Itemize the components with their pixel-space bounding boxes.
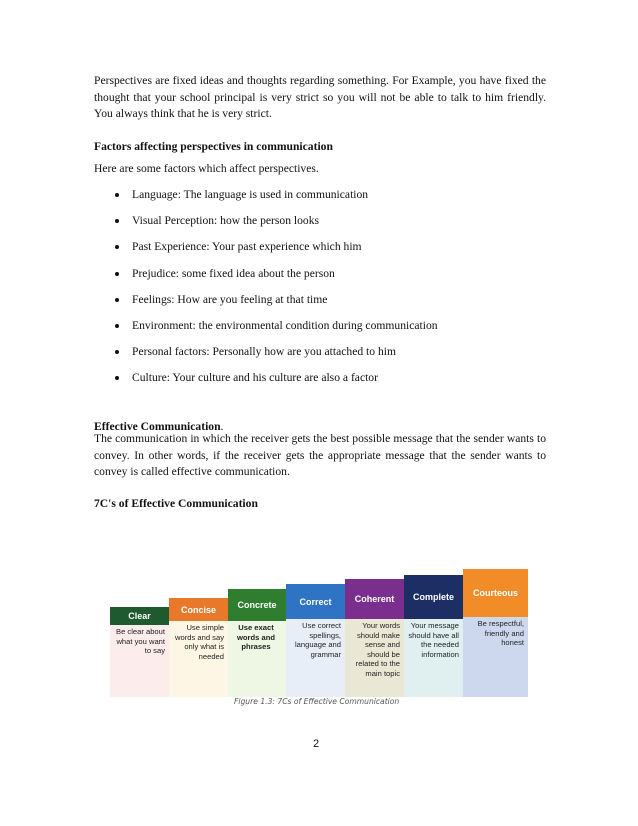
column-header: Clear bbox=[110, 607, 169, 625]
list-item: Visual Perception: how the person looks bbox=[94, 213, 544, 239]
sevenc-figure bbox=[110, 569, 530, 697]
bullet-icon bbox=[115, 245, 119, 249]
list-item: Language: The language is used in communication bbox=[94, 187, 544, 213]
column-text: Use correct spellings, language and grammar bbox=[286, 619, 345, 697]
list-item: Past Experience: Your past experience which him bbox=[94, 239, 544, 265]
column-header: Courteous bbox=[463, 569, 528, 617]
bullet-icon bbox=[115, 298, 119, 302]
figure-column-complete bbox=[404, 575, 463, 697]
effective-heading: Effective Communication. bbox=[94, 420, 224, 433]
bullet-icon bbox=[115, 219, 119, 223]
page-number: 2 bbox=[313, 738, 320, 750]
figure-column-coherent bbox=[345, 579, 404, 697]
column-text: Use simple words and say only what is needed bbox=[169, 621, 228, 697]
figure-column-concise bbox=[169, 598, 228, 697]
column-header: Concrete bbox=[228, 589, 286, 621]
list-item: Environment: the environmental condition during communication bbox=[94, 318, 544, 344]
figure-column-concrete bbox=[228, 589, 286, 697]
figure-caption: Figure 1.3: 7Cs of Effective Communication bbox=[234, 697, 400, 706]
bullet-icon bbox=[115, 193, 119, 197]
column-text: Be clear about what you want to say bbox=[110, 625, 169, 697]
column-header: Complete bbox=[404, 575, 463, 619]
effective-paragraph: The communication in which the receiver gets the best possible message that the sender wants to convey. In other words, if the receiver gets the appropriate message that the sender wants to convey is called effective communication. bbox=[94, 432, 546, 478]
figure-column-clear bbox=[110, 607, 169, 697]
column-header: Concise bbox=[169, 598, 228, 621]
column-text: Your words should make sense and should be related to the main topic bbox=[345, 619, 404, 697]
bullet-icon bbox=[115, 324, 119, 328]
column-header: Correct bbox=[286, 584, 345, 619]
factors-list bbox=[94, 187, 544, 397]
intro-paragraph: Perspectives are fixed ideas and thoughts regarding something. For Example, you have fixed the thought that your school principal is very strict so you will not be able to talk to him friendly. You always think that he is very strict. bbox=[94, 74, 546, 120]
bullet-icon bbox=[115, 350, 119, 354]
factors-heading: Factors affecting perspectives in communication bbox=[94, 140, 333, 153]
list-item: Culture: Your culture and his culture are also a factor bbox=[94, 370, 544, 396]
factors-intro: Here are some factors which affect perspectives. bbox=[94, 162, 319, 175]
column-header: Coherent bbox=[345, 579, 404, 619]
column-text: Use exact words and phrases bbox=[228, 621, 286, 697]
bullet-icon bbox=[115, 376, 119, 380]
list-item: Feelings: How are you feeling at that time bbox=[94, 292, 544, 318]
bullet-icon bbox=[115, 272, 119, 276]
column-text: Be respectful, friendly and honest bbox=[463, 617, 528, 697]
list-item: Personal factors: Personally how are you attached to him bbox=[94, 344, 544, 370]
column-text: Your message should have all the needed information bbox=[404, 619, 463, 697]
figure-column-correct bbox=[286, 584, 345, 697]
figure-column-courteous bbox=[463, 569, 528, 697]
list-item: Prejudice: some fixed idea about the person bbox=[94, 266, 544, 292]
sevenc-heading: 7C's of Effective Communication bbox=[94, 497, 258, 510]
